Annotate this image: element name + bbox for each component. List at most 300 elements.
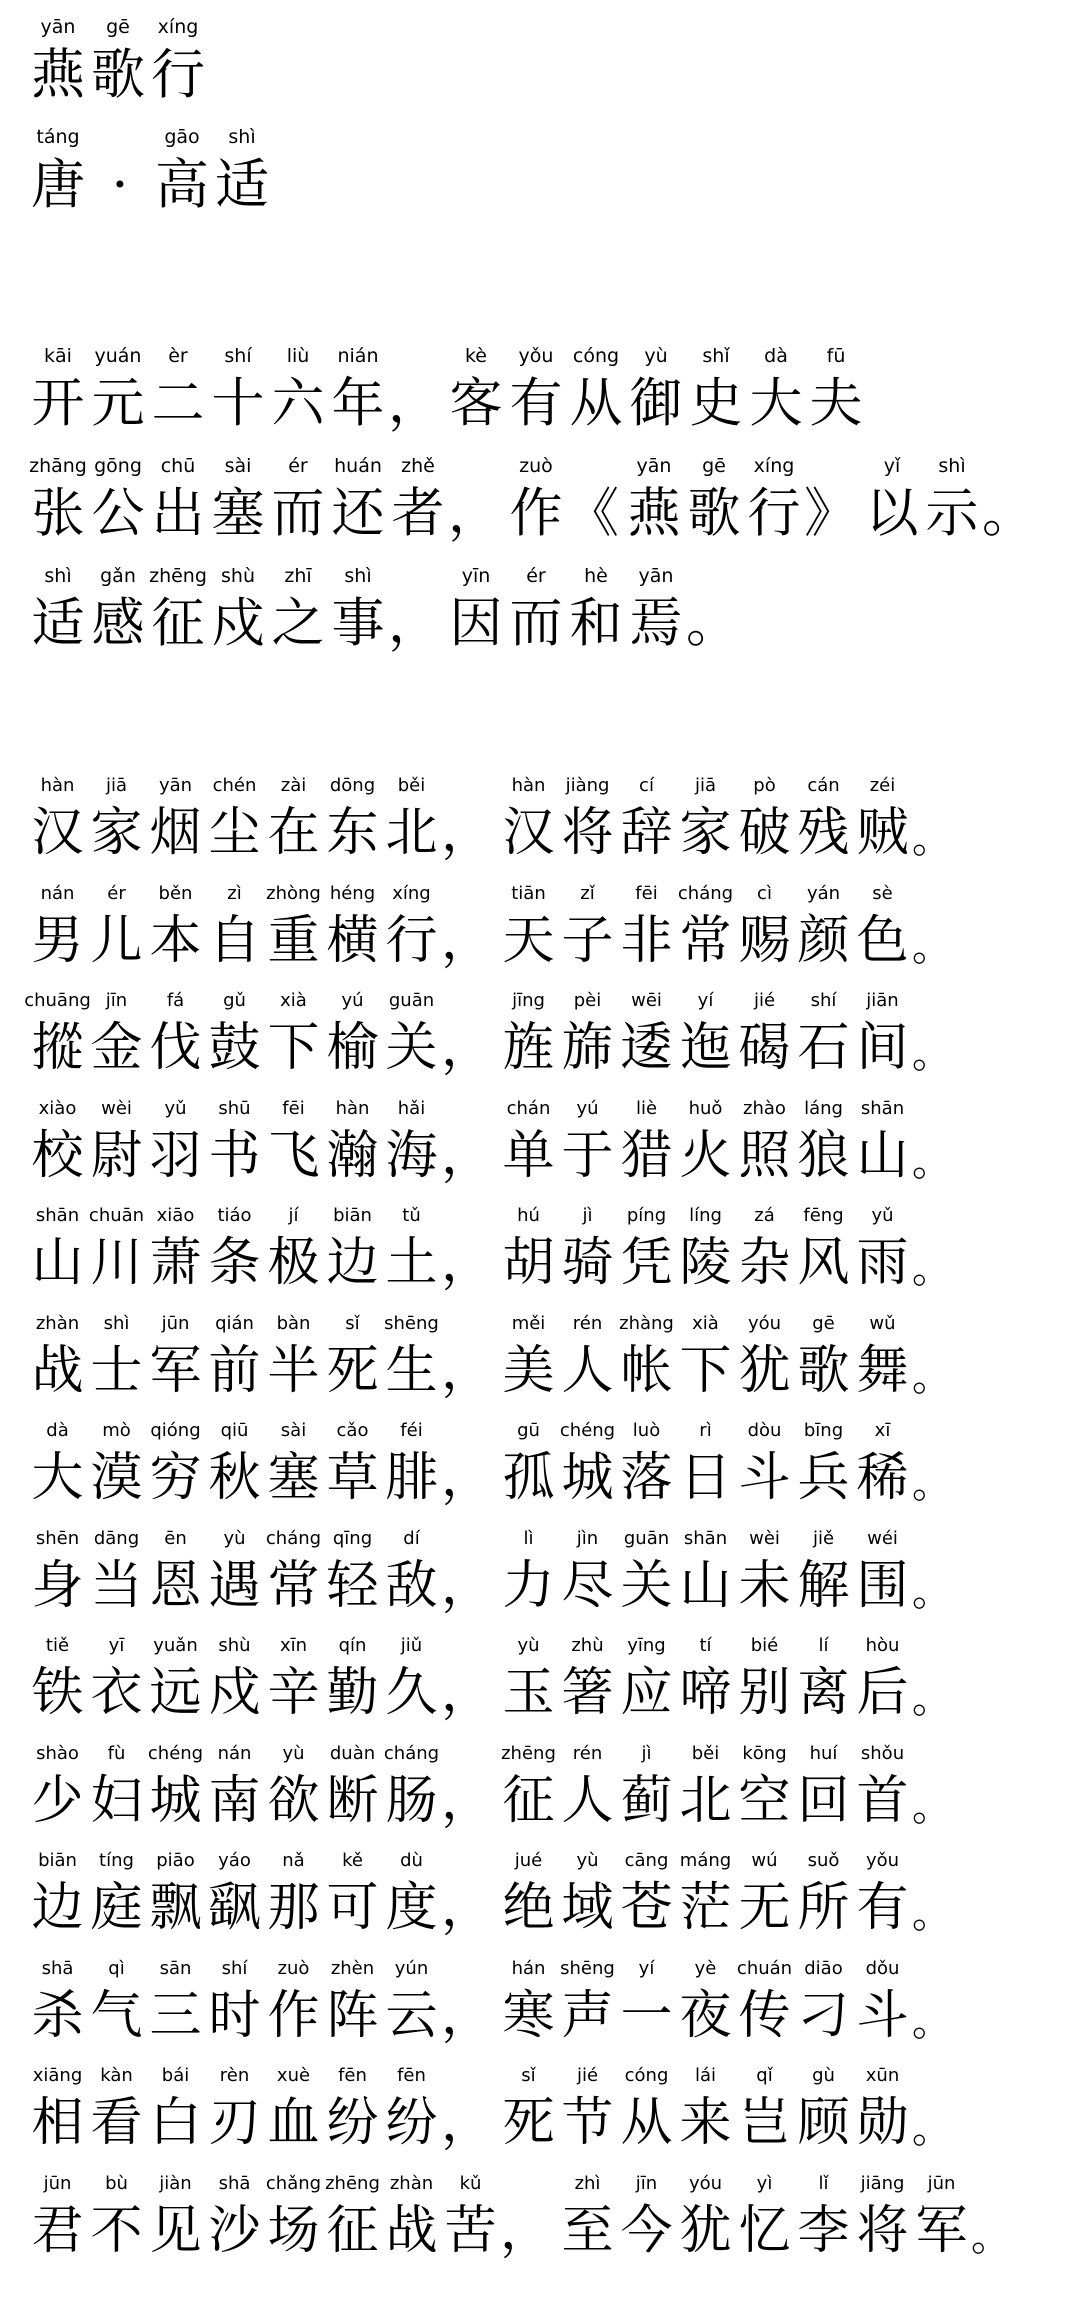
hanzi: 见	[149, 2200, 202, 2261]
char-cell	[205, 1420, 264, 1508]
char-cell	[264, 1635, 323, 1723]
char-cell	[499, 1205, 558, 1293]
char-cell	[146, 1742, 205, 1831]
pinyin: liù	[286, 345, 310, 367]
char-cell	[87, 882, 146, 971]
char-cell	[382, 1742, 441, 1831]
pinyin: nián	[337, 345, 379, 367]
char-cell	[853, 1957, 912, 2046]
hanzi: 生	[385, 1340, 438, 1401]
hanzi: 妇	[90, 1770, 143, 1831]
hanzi: 围	[856, 1555, 909, 1616]
pinyin: xíng	[392, 882, 431, 904]
char-cell	[558, 1527, 617, 1616]
hanzi: 日	[679, 1448, 732, 1508]
pinyin: yān	[638, 565, 674, 587]
pinyin: zhèn	[330, 1957, 375, 1979]
char-cell	[735, 1097, 794, 1186]
hanzi: 夜	[679, 1985, 732, 2046]
pinyin: kāi	[44, 345, 72, 367]
hanzi: 军	[915, 2200, 968, 2261]
hanzi: 南	[208, 1770, 261, 1831]
char-cell	[624, 455, 684, 544]
hanzi: 于	[561, 1125, 614, 1186]
char-cell	[323, 2065, 382, 2153]
char-cell	[676, 1420, 735, 1508]
char-cell	[735, 1205, 794, 1293]
pinyin: dòu	[747, 1420, 782, 1441]
pinyin: huí	[809, 1742, 838, 1764]
hanzi: 从	[620, 2093, 673, 2153]
pinyin: táng	[36, 126, 80, 148]
hanzi: 域	[561, 1878, 614, 1938]
char-cell	[617, 1097, 676, 1186]
punctuation: 》	[804, 483, 857, 544]
pinyin: shā	[41, 1957, 74, 1979]
char-cell	[88, 345, 148, 434]
pinyin: gāo	[164, 126, 200, 148]
char-cell	[735, 1312, 794, 1401]
hanzi: 火	[679, 1125, 732, 1186]
hanzi: 城	[561, 1448, 614, 1508]
pinyin: wèi	[101, 1097, 132, 1119]
hanzi: 征	[151, 593, 205, 654]
hanzi: 那	[267, 1878, 320, 1938]
hanzi: 不	[90, 2200, 143, 2261]
char-cell	[323, 1205, 382, 1293]
hanzi: 肠	[385, 1770, 438, 1831]
hanzi: 未	[738, 1555, 791, 1616]
hanzi: 东	[326, 803, 379, 863]
char-cell	[617, 1420, 676, 1508]
pinyin: shān	[35, 1205, 80, 1226]
hanzi: 横	[326, 910, 379, 971]
hanzi: 当	[90, 1555, 143, 1616]
hanzi: 战	[385, 2200, 438, 2261]
char-cell	[146, 1205, 205, 1293]
punctuation: 。	[912, 1783, 952, 1830]
hanzi: 所	[797, 1878, 850, 1938]
pinyin: xiào	[38, 1097, 77, 1119]
pinyin: wú	[751, 1850, 778, 1871]
hanzi: 自	[208, 910, 261, 971]
char-cell	[88, 455, 148, 544]
pinyin: běi	[691, 1742, 720, 1764]
char-cell	[148, 455, 208, 544]
poem-line	[28, 1635, 952, 1723]
pinyin: jiàn	[159, 2172, 192, 2194]
hanzi: 杀	[31, 1985, 84, 2046]
pinyin: wèi	[749, 1527, 780, 1549]
poem-line	[24, 990, 952, 1078]
punctuation: ，	[441, 1555, 494, 1616]
char-cell	[617, 1312, 676, 1401]
pinyin: féi	[400, 1420, 423, 1441]
pinyin: xiāo	[156, 1205, 195, 1226]
hanzi: 颜	[797, 910, 850, 971]
char-cell	[794, 1742, 853, 1831]
char-cell	[735, 990, 794, 1078]
pinyin: jiāng	[860, 2172, 905, 2194]
pinyin: zhēng	[325, 2172, 380, 2194]
char-cell	[506, 345, 566, 434]
hanzi: 将	[856, 2200, 909, 2261]
punctuation: 。	[912, 816, 952, 862]
pinyin: hán	[511, 1957, 546, 1979]
pinyin: chéng	[559, 1420, 616, 1441]
char-cell	[617, 1635, 676, 1723]
punctuation: ，	[441, 1125, 494, 1186]
hanzi: 金	[90, 1018, 143, 1078]
hanzi: 可	[326, 1878, 379, 1938]
char-cell	[205, 1097, 264, 1186]
pinyin: tǔ	[402, 1205, 421, 1226]
char-cell	[735, 1850, 794, 1938]
char-cell	[558, 775, 617, 863]
hanzi: 公	[91, 483, 145, 544]
char-cell	[264, 1097, 323, 1186]
pinyin: luò	[632, 1420, 661, 1441]
char-cell	[208, 455, 268, 544]
hanzi: 开	[31, 373, 85, 434]
char-cell	[323, 1850, 382, 1938]
hanzi: 空	[738, 1770, 791, 1831]
char-cell	[28, 1312, 87, 1401]
char-cell	[148, 345, 208, 434]
char-cell	[499, 1635, 558, 1723]
hanzi: 今	[620, 2200, 673, 2261]
hanzi: 迤	[679, 1018, 732, 1078]
pinyin: shì	[44, 565, 72, 587]
char-cell	[794, 1527, 853, 1616]
char-cell	[853, 1850, 912, 1938]
char-cell	[148, 16, 208, 106]
poem-line	[28, 2065, 952, 2153]
pinyin: jiǔ	[400, 1635, 423, 1656]
punctuation: 。	[912, 1461, 952, 1507]
hanzi: 有	[856, 1878, 909, 1938]
pinyin: xūn	[865, 2065, 900, 2086]
hanzi: 歌	[91, 43, 145, 106]
hanzi: 从	[569, 373, 623, 434]
pinyin: tiě	[45, 1635, 70, 1656]
hanzi: 腓	[385, 1448, 438, 1508]
char-cell	[853, 1205, 912, 1293]
pinyin: shí	[810, 990, 837, 1011]
char-cell	[617, 1742, 676, 1831]
char-cell	[323, 1312, 382, 1401]
char-cell	[212, 126, 272, 216]
hanzi: 应	[620, 1663, 673, 1723]
char-cell	[794, 2172, 853, 2261]
hanzi: 遇	[208, 1555, 261, 1616]
char-cell	[676, 1527, 735, 1616]
hanzi: 苍	[620, 1878, 673, 1938]
char-cell	[735, 1527, 794, 1616]
char-cell	[626, 565, 686, 654]
char-cell	[87, 1850, 146, 1938]
hanzi: 稀	[856, 1448, 909, 1508]
char-cell	[205, 2172, 264, 2261]
hanzi: 辛	[267, 1663, 320, 1723]
pinyin: dà	[46, 1420, 69, 1441]
punctuation: ，	[441, 1878, 494, 1938]
hanzi: 赐	[738, 910, 791, 971]
pinyin: yǐ	[883, 455, 901, 477]
pinyin: jīng	[512, 990, 545, 1011]
hanzi: 边	[31, 1878, 84, 1938]
pinyin: yuǎn	[153, 1635, 198, 1656]
hanzi: 落	[620, 1448, 673, 1508]
char-cell	[268, 565, 328, 654]
hanzi: 飖	[208, 1878, 261, 1938]
pinyin: zhēng	[501, 1742, 556, 1764]
char-cell	[388, 455, 448, 544]
hanzi: 欲	[267, 1770, 320, 1831]
char-cell	[28, 2065, 87, 2153]
pinyin: lì	[523, 1527, 534, 1549]
pinyin: yú	[576, 1097, 599, 1119]
pinyin: jūn	[161, 1312, 190, 1334]
hanzi: 摐	[31, 1018, 84, 1078]
poem-line	[28, 1850, 952, 1938]
char-cell	[208, 565, 268, 654]
pinyin: kè	[464, 345, 487, 367]
pinyin: qīng	[332, 1527, 373, 1549]
hanzi: 云	[385, 1985, 438, 2046]
pinyin: zhù	[571, 1635, 604, 1656]
pinyin: shí	[221, 1957, 248, 1979]
pinyin: kě	[342, 1850, 363, 1871]
char-cell	[853, 882, 912, 971]
hanzi: 间	[856, 1018, 909, 1078]
pinyin: hú	[517, 1205, 540, 1226]
pinyin: yí	[638, 1957, 655, 1979]
hanzi: 孤	[502, 1448, 555, 1508]
poem-line	[28, 1420, 952, 1508]
hanzi: 年	[331, 373, 385, 434]
hanzi: 燕	[31, 43, 85, 106]
pinyin: èr	[168, 345, 188, 367]
punctuation: 。	[912, 1891, 952, 1937]
char-cell	[152, 126, 212, 216]
pinyin: jiā	[694, 775, 717, 796]
hanzi: 尘	[208, 803, 261, 863]
pinyin: fū	[826, 345, 846, 367]
hanzi: 张	[31, 483, 85, 544]
pinyin: héng	[329, 882, 376, 904]
hanzi: 解	[797, 1555, 850, 1616]
char-cell	[328, 565, 388, 654]
char-cell	[146, 1527, 205, 1616]
pinyin: xià	[692, 1312, 719, 1334]
hanzi: 玉	[502, 1663, 555, 1723]
pinyin: yǒu	[518, 345, 554, 367]
hanzi: 旆	[561, 1018, 614, 1078]
pinyin: dǒu	[865, 1957, 900, 1979]
pinyin: jūn	[43, 2172, 72, 2194]
pinyin: tí	[699, 1635, 712, 1656]
char-cell	[382, 1312, 441, 1401]
char-cell	[264, 1312, 323, 1401]
char-cell	[499, 1312, 558, 1401]
hanzi: 书	[208, 1125, 261, 1186]
pinyin: fēi	[635, 882, 658, 904]
hanzi: 阵	[326, 1985, 379, 2046]
char-cell	[268, 345, 328, 434]
poem-title	[28, 16, 208, 106]
hanzi: 身	[31, 1555, 84, 1616]
poem-line	[28, 1205, 952, 1293]
hanzi: 纷	[385, 2093, 438, 2153]
char-cell	[853, 1527, 912, 1616]
hanzi: 天	[502, 910, 555, 971]
hanzi: 石	[797, 1018, 850, 1078]
pinyin: xíng	[753, 455, 795, 477]
char-cell	[382, 990, 441, 1078]
poem-line	[28, 1742, 952, 1831]
char-cell	[205, 2065, 264, 2153]
pinyin: mò	[102, 1420, 131, 1441]
hanzi: 在	[267, 803, 320, 863]
pinyin: jiān	[866, 990, 899, 1011]
hanzi: 大	[31, 1448, 84, 1508]
pinyin: shēn	[35, 1527, 80, 1549]
pinyin: ér	[288, 455, 308, 477]
char-cell	[28, 1097, 87, 1186]
hanzi: 史	[689, 373, 743, 434]
char-cell	[28, 455, 88, 544]
pinyin: jí	[288, 1205, 299, 1226]
char-cell	[87, 1527, 146, 1616]
char-cell	[205, 1635, 264, 1723]
char-cell	[499, 1527, 558, 1616]
char-cell	[146, 1850, 205, 1938]
pinyin: wéi	[867, 1527, 898, 1549]
hanzi: 尉	[90, 1125, 143, 1186]
hanzi: 六	[271, 373, 325, 434]
pinyin: ér	[526, 565, 546, 587]
char-cell	[323, 882, 382, 971]
pinyin: cháng	[383, 1742, 440, 1764]
char-cell	[499, 2065, 558, 2153]
pinyin: zhāng	[29, 455, 87, 477]
pinyin: fá	[166, 990, 185, 1011]
pinyin: qióng	[150, 1420, 201, 1441]
char-cell	[806, 345, 866, 434]
hanzi: 校	[31, 1125, 84, 1186]
pinyin: ér	[107, 882, 126, 904]
pinyin: bù	[105, 2172, 128, 2194]
hanzi: 岂	[738, 2093, 791, 2153]
pinyin: shào	[36, 1742, 79, 1764]
hanzi: 寒	[502, 1985, 555, 2046]
char-cell	[87, 2065, 146, 2153]
hanzi: 半	[267, 1340, 320, 1401]
char-cell	[617, 990, 676, 1078]
hanzi: 人	[561, 1770, 614, 1831]
hanzi: 啼	[679, 1663, 732, 1723]
hanzi: 骑	[561, 1233, 614, 1293]
char-cell	[794, 2065, 853, 2153]
pinyin: gē	[812, 1312, 835, 1334]
pinyin: zuò	[519, 455, 553, 477]
hanzi: 山	[31, 1233, 84, 1293]
punctuation: ，	[441, 1340, 494, 1401]
char-cell	[676, 1635, 735, 1723]
char-cell	[617, 1957, 676, 2046]
hanzi: 北	[679, 1770, 732, 1831]
char-cell	[676, 2172, 735, 2261]
char-cell	[28, 16, 88, 106]
hanzi: 行	[385, 910, 438, 971]
pinyin: bīng	[803, 1420, 844, 1441]
char-cell	[853, 1420, 912, 1508]
char-cell	[382, 775, 441, 863]
hanzi: 三	[149, 1985, 202, 2046]
char-cell	[676, 2065, 735, 2153]
char-cell	[617, 2065, 676, 2153]
char-cell	[28, 1205, 87, 1293]
char-cell	[686, 345, 746, 434]
char-cell	[323, 1957, 382, 2046]
pinyin: píng	[626, 1205, 667, 1226]
hanzi: 离	[797, 1663, 850, 1723]
poem-author	[28, 126, 272, 216]
char-cell	[264, 882, 323, 971]
char-cell	[323, 1527, 382, 1616]
hanzi: 穷	[149, 1448, 202, 1508]
hanzi: 行	[747, 483, 801, 544]
pinyin: sǐ	[521, 2065, 536, 2086]
hanzi: 有	[509, 373, 563, 434]
pinyin: hàn	[511, 775, 546, 796]
hanzi: 子	[561, 910, 614, 971]
pinyin: shū	[218, 1097, 251, 1119]
pinyin: yè	[694, 1957, 717, 1979]
pinyin: cǎo	[336, 1420, 369, 1441]
pinyin: yún	[394, 1957, 429, 1979]
pinyin: nán	[40, 882, 75, 904]
hanzi: 时	[208, 1985, 261, 2046]
char-cell	[499, 990, 558, 1078]
pinyin: biān	[38, 1850, 77, 1871]
pinyin: sài	[224, 455, 252, 477]
char-cell	[88, 565, 148, 654]
punctuation: 。	[686, 593, 739, 654]
pinyin: yí	[697, 990, 714, 1011]
pinyin: hǎi	[397, 1097, 426, 1119]
pinyin: fù	[107, 1742, 126, 1764]
pinyin: shǒu	[860, 1742, 905, 1764]
pinyin: láng	[804, 1097, 843, 1119]
hanzi: 单	[502, 1125, 555, 1186]
hanzi: 征	[502, 1770, 555, 1831]
pinyin: jiàng	[565, 775, 610, 796]
hanzi: 事	[331, 593, 385, 654]
char-cell	[146, 1097, 205, 1186]
hanzi: 相	[31, 2093, 84, 2153]
char-cell	[735, 2065, 794, 2153]
hanzi: 箸	[561, 1663, 614, 1723]
pinyin: huán	[334, 455, 382, 477]
preface-line	[28, 455, 1040, 544]
hanzi: 出	[151, 483, 205, 544]
hanzi: 行	[151, 43, 205, 106]
pinyin: dí	[403, 1527, 420, 1549]
hanzi: 家	[90, 803, 143, 863]
pinyin: běi	[397, 775, 426, 796]
